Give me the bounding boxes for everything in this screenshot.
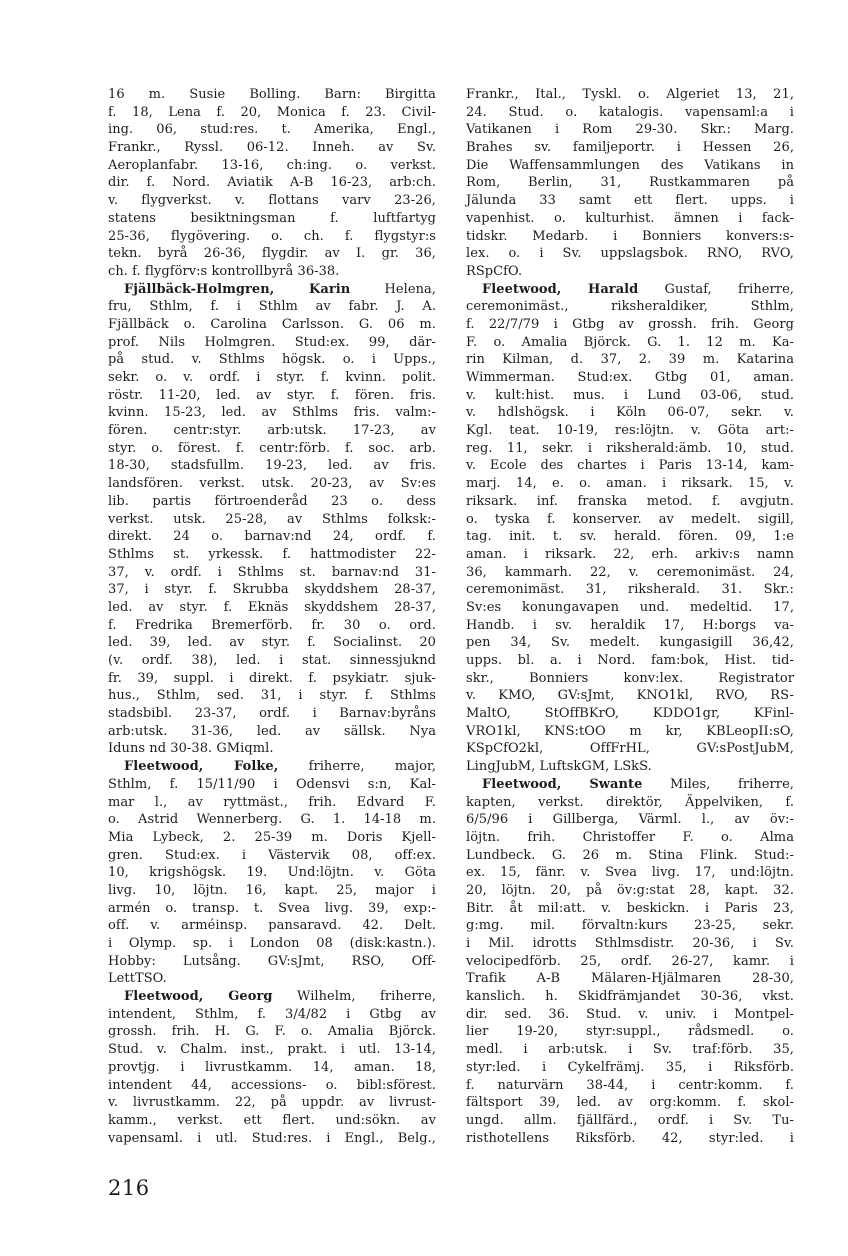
text-line (466, 634, 794, 652)
text-line (466, 917, 794, 935)
text-line (466, 652, 794, 670)
text-line (108, 404, 436, 422)
text-line (466, 404, 794, 422)
line-text: ex. 15, fänr. v. Svea livg. 17, und:löjtn. (466, 865, 794, 881)
text-line (108, 917, 436, 935)
text-line (108, 440, 436, 458)
text-line (108, 652, 436, 670)
line-text: o. Astrid Wennerberg. G. 1. 14-18 m. (108, 812, 436, 828)
text-line (108, 422, 436, 440)
text-line (466, 387, 794, 405)
text-line (466, 174, 794, 192)
line-text: Fjällbäck o. Carolina Carlsson. G. 06 m. (108, 316, 436, 332)
text-line (108, 705, 436, 723)
text-line (466, 953, 794, 971)
line-text: v. livrustkamm. 22, på uppdr. av livrust- (108, 1095, 436, 1111)
text-line (108, 670, 436, 688)
line-text: fru, Sthlm, f. i Sthlm av fabr. J. A. (108, 299, 436, 315)
text-line (466, 422, 794, 440)
line-text: Rom, Berlin, 31, Rustkammaren på (466, 175, 794, 191)
line-text: upps. bl. a. i Nord. fam:bok, Hist. tid- (466, 653, 794, 668)
text-line (466, 1130, 794, 1148)
text-line (108, 581, 436, 599)
text-line (466, 1023, 794, 1041)
entry-name: Fleetwood, Georg (124, 989, 273, 1005)
line-text: led. av styr. f. Eknäs skyddshem 28-37, (108, 599, 436, 615)
text-line (466, 1112, 794, 1130)
line-text: RSpCfO. (466, 263, 523, 279)
text-line (466, 1059, 794, 1077)
line-text: Frankr., Ital., Tyskl. o. Algeriet 13, 21, (466, 87, 794, 102)
line-text: rin Kilman, d. 37, 2. 39 m. Katarina (466, 352, 794, 368)
line-text: Wimmerman. Stud:ex. Gtbg 01, aman. (466, 370, 794, 385)
text-line (466, 210, 794, 228)
line-text: LingJubM, LuftskGM, LSkS. (466, 759, 652, 775)
text-line (108, 546, 436, 564)
text-line (466, 511, 794, 529)
line-text: (v. ordf. 38), led. i stat. sinnessjuknd (108, 653, 436, 668)
entry-name: Fleetwood, Swante (482, 776, 643, 792)
text-line (466, 599, 794, 617)
text-line (466, 882, 794, 900)
line-text: ceremonimäst. 31, riksherald. 31. Skr.: (466, 582, 794, 598)
text-line (466, 900, 794, 918)
line-text: MaltO, StOffBKrO, KDDO1gr, KFinl- (466, 706, 794, 722)
text-line (466, 687, 794, 705)
text-line (466, 723, 794, 741)
line-text: Vatikanen i Rom 29-30. Skr.: Marg. (466, 122, 794, 138)
line-text: led. 39, led. av styr. f. Socialinst. 20 (108, 635, 436, 651)
line-text: lier 19-20, styr:suppl., rådsmedl. o. (466, 1024, 794, 1040)
line-text: hus., Sthlm, sed. 31, i styr. f. Sthlms (108, 688, 436, 704)
line-text: intendent 44, accessions- o. bibl:sförest. (108, 1077, 436, 1093)
text-line (108, 1077, 436, 1095)
line-text: mar l., av ryttmäst., frih. Edvard F. (108, 794, 436, 810)
text-line (466, 528, 794, 546)
line-text: 37, i styr. f. Skrubba skyddshem 28-37, (108, 582, 436, 598)
line-text: 25-36, flygövering. o. ch. f. flygstyr:s (108, 228, 436, 244)
text-line (108, 387, 436, 405)
line-text: Handb. i sv. heraldik 17, H:borgs va- (466, 617, 794, 633)
text-line (108, 687, 436, 705)
line-text: kvinn. 15-23, led. av Sthlms fris. valm:- (108, 405, 436, 421)
text-line (466, 192, 794, 210)
line-text: vapensaml. i utl. Stud:res. i Engl., Belg., (108, 1130, 436, 1146)
entry-name: Fleetwood, Harald (482, 281, 639, 297)
line-text: ungd. allm. fjällfärd., ordf. i Sv. Tu- (466, 1112, 794, 1128)
text-line (466, 1041, 794, 1059)
line-text: reg. 11, sekr. i riksherald:ämb. 10, stud. (466, 440, 794, 456)
line-text: röstr. 11-20, led. av styr. f. fören. fris. (108, 387, 436, 403)
text-line (466, 440, 794, 458)
line-text: v. kult:hist. mus. i Lund 03-06, stud. (466, 387, 794, 403)
line-text: v. hdlshögsk. i Köln 06-07, sekr. v. (466, 405, 794, 421)
text-line (466, 546, 794, 564)
text-line (466, 245, 794, 263)
text-line (108, 1059, 436, 1077)
line-text: fr. 39, suppl. i direkt. f. psykiatr. sjuk- (108, 670, 436, 686)
text-line (466, 334, 794, 352)
text-line (108, 1112, 436, 1130)
line-text: f. 18, Lena f. 20, Monica f. 23. Civil- (108, 104, 436, 120)
line-text: risthotellens Riksförb. 42, styr:led. i (466, 1130, 794, 1146)
text-line (108, 457, 436, 475)
text-line (108, 1006, 436, 1024)
entry-name: Fjällbäck-Holmgren, Karin (124, 281, 351, 297)
text-line (108, 740, 436, 758)
text-line (108, 1094, 436, 1112)
line-text: g:mg. mil. förvaltn:kurs 23-25, sekr. (466, 918, 794, 934)
text-line (466, 475, 794, 493)
line-text: f. 22/7/79 i Gtbg av grossh. frih. Georg (466, 316, 794, 332)
text-line (466, 970, 794, 988)
text-line (108, 104, 436, 122)
line-text: f. naturvärn 38-44, i centr:komm. f. (466, 1077, 794, 1093)
line-text: Iduns nd 30-38. GMiqml. (108, 741, 274, 757)
text-line (108, 263, 436, 281)
line-text: armén o. transp. t. Svea livg. 39, exp:- (108, 900, 436, 916)
line-text: provtjg. i livrustkamm. 14, aman. 18, (108, 1059, 436, 1075)
text-line (108, 157, 436, 175)
text-line (108, 139, 436, 157)
line-text: v. KMO, GV:sJmt, KNO1kl, RVO, RS- (466, 688, 794, 704)
line-text: Die Waffensammlungen des Vatikans in (466, 157, 794, 173)
text-line (466, 811, 794, 829)
text-line (466, 935, 794, 953)
line-text: gren. Stud:ex. i Västervik 08, off:ex. (108, 847, 436, 863)
text-line (466, 121, 794, 139)
line-text: tekn. byrå 26-36, flygdir. av I. gr. 36, (108, 246, 436, 262)
line-text: ing. 06, stud:res. t. Amerika, Engl., (108, 122, 436, 138)
line-text: fältsport 39, led. av org:komm. f. skol- (466, 1095, 794, 1111)
line-text: Stud. v. Chalm. inst., prakt. i utl. 13-14, (108, 1042, 436, 1058)
text-line (108, 970, 436, 988)
text-line (108, 351, 436, 369)
text-line (108, 228, 436, 246)
text-line (466, 86, 794, 104)
text-line (108, 334, 436, 352)
text-line (466, 740, 794, 758)
text-line (466, 369, 794, 387)
line-text: medl. i arb:utsk. i Sv. traf:förb. 35, (466, 1042, 794, 1058)
line-text: pen 34, Sv. medelt. kungasigill 36,42, (466, 635, 794, 651)
line-text: LettTSO. (108, 971, 167, 987)
line-text: f. Fredrika Bremerförb. fr. 30 o. ord. (108, 617, 436, 633)
line-text: kapten, verkst. direktör, Äppelviken, f. (466, 794, 794, 810)
line-text: o. tyska f. konserver. av medelt. sigill, (466, 511, 794, 527)
text-line (466, 298, 794, 316)
line-text: 18-30, stadsfullm. 19-23, led. av fris. (108, 458, 436, 474)
text-line (108, 900, 436, 918)
line-text: off. v. arméinsp. pansaravd. 42. Delt. (108, 918, 436, 934)
line-text: Trafik A-B Mälaren-Hjälmaren 28-30, (466, 971, 794, 987)
line-text: statens besiktningsman f. luftfartyg (108, 210, 436, 226)
line-text: ceremonimäst., riksheraldiker, Sthlm, (466, 299, 794, 315)
line-text: fören. centr:styr. arb:utsk. 17-23, av (108, 423, 436, 439)
text-line (108, 829, 436, 847)
line-text: Wilhelm, friherre, (272, 989, 436, 1005)
line-text: i Olymp. sp. i London 08 (disk:kastn.). (108, 936, 436, 951)
line-text: velocipedförb. 25, ordf. 26-27, kamr. i (466, 953, 794, 969)
text-line (466, 670, 794, 688)
text-line (108, 475, 436, 493)
text-line (466, 864, 794, 882)
line-text: 10, krigshögsk. 19. Und:löjtn. v. Göta (108, 865, 436, 881)
text-line (466, 794, 794, 812)
line-text: riksark. inf. franska metod. f. avgjutn. (466, 493, 794, 509)
line-text: sekr. o. v. ordf. i styr. f. kvinn. polit. (108, 370, 436, 385)
line-text: v. flygverkst. v. flottans varv 23-26, (108, 193, 436, 209)
text-line (466, 1094, 794, 1112)
entry-heading-line (108, 281, 436, 299)
text-line (466, 847, 794, 865)
text-line (466, 617, 794, 635)
line-text: Mia Lybeck, 2. 25-39 m. Doris Kjell- (108, 829, 436, 845)
line-text: Sv:es konungavapen und. medeltid. 17, (466, 599, 794, 615)
text-line (466, 263, 794, 281)
text-line (466, 758, 794, 776)
line-text: Jälunda 33 samt ett flert. upps. i (466, 193, 794, 209)
line-text: livg. 10, löjtn. 16, kapt. 25, major i (108, 882, 436, 898)
text-line (466, 457, 794, 475)
line-text: på stud. v. Sthlms högsk. o. i Upps., (108, 352, 436, 368)
text-line (108, 776, 436, 794)
line-text: 20, löjtn. 20, på öv:g:stat 28, kapt. 32. (466, 882, 794, 898)
line-text: direkt. 24 o. barnav:nd 24, ordf. f. (108, 529, 436, 545)
text-line (108, 121, 436, 139)
line-text: styr. o. förest. f. centr:förb. f. soc. arb. (108, 440, 436, 456)
line-text: tidskr. Medarb. i Bonniers konvers:s- (466, 228, 794, 244)
line-text: kamm., verkst. ett flert. und:sökn. av (108, 1112, 436, 1128)
text-line (466, 139, 794, 157)
line-text: Sthlm, f. 15/11/90 i Odensvi s:n, Kal- (108, 776, 436, 792)
text-line (466, 581, 794, 599)
line-text: verkst. utsk. 25-28, av Sthlms folksk:- (108, 511, 436, 527)
line-text: ch. f. flygförv:s kontrollbyrå 36-38. (108, 263, 340, 279)
text-line (108, 847, 436, 865)
entry-heading-line (108, 758, 436, 776)
line-text: skr., Bonniers konv:lex. Registrator (466, 670, 794, 686)
line-text: VRO1kl, KNS:tOO m kr, KBLeopII:sO, (466, 723, 794, 739)
text-line (108, 811, 436, 829)
line-text: lex. o. i Sv. uppslagsbok. RNO, RVO, (466, 246, 794, 262)
text-line (108, 369, 436, 387)
line-text: 24. Stud. o. katalogis. vapensaml:a i (466, 104, 794, 120)
text-line (108, 528, 436, 546)
line-text: Helena, (350, 281, 436, 297)
text-line (466, 351, 794, 369)
line-text: Sthlms st. yrkessk. f. hattmodister 22- (108, 546, 436, 562)
text-line (466, 988, 794, 1006)
page-number: 216 (108, 1176, 150, 1200)
line-text: Kgl. teat. 10-19, res:löjtn. v. Göta art:- (466, 423, 794, 439)
text-line (108, 1041, 436, 1059)
text-line (466, 1006, 794, 1024)
text-line (466, 493, 794, 511)
line-text: stadsbibl. 23-37, ordf. i Barnav:byråns (108, 706, 436, 722)
text-line (108, 1130, 436, 1148)
line-text: 6/5/96 i Gillberga, Värml. l., av öv:- (466, 812, 794, 828)
text-line (108, 953, 436, 971)
text-line (108, 935, 436, 953)
text-line (466, 829, 794, 847)
line-text: vapenhist. o. kulturhist. ämnen i fack- (466, 210, 794, 226)
line-text: prof. Nils Holmgren. Stud:ex. 99, där- (108, 334, 436, 350)
text-line (466, 228, 794, 246)
text-line (108, 174, 436, 192)
line-text: landsfören. verkst. utsk. 20-23, av Sv:es (108, 476, 436, 492)
line-text: dir. sed. 36. Stud. v. univ. i Montpel- (466, 1006, 794, 1022)
line-text: lib. partis förtroenderåd 23 o. dess (108, 493, 436, 509)
line-text: KSpCfO2kl, OffFrHL, GV:sPostJubM, (466, 741, 794, 757)
line-text: dir. f. Nord. Aviatik A-B 16-23, arb:ch. (108, 175, 436, 191)
text-line (108, 493, 436, 511)
text-line (108, 245, 436, 263)
text-line (108, 192, 436, 210)
text-line (108, 634, 436, 652)
line-text: Miles, friherre, (642, 776, 794, 792)
text-line (466, 104, 794, 122)
text-line (108, 86, 436, 104)
text-line (466, 705, 794, 723)
line-text: Frankr., Ryssl. 06-12. Inneh. av Sv. (108, 140, 436, 156)
left-text-column (108, 86, 436, 1147)
line-text: v. Ecole des chartes i Paris 13-14, kam- (466, 458, 794, 474)
line-text: Hobby: Lutsång. GV:sJmt, RSO, Off- (108, 953, 436, 969)
text-line (466, 564, 794, 582)
line-text: 36, kammarh. 22, v. ceremonimäst. 24, (466, 564, 794, 580)
text-line (466, 157, 794, 175)
line-text: aman. i riksark. 22, erh. arkiv:s namn (466, 546, 794, 562)
line-text: styr:led. i Cykelfrämj. 35, i Riksförb. (466, 1059, 794, 1075)
line-text: i Mil. idrotts Sthlmsdistr. 20-36, i Sv. (466, 936, 794, 951)
line-text: 16 m. Susie Bolling. Barn: Birgitta (108, 87, 436, 102)
line-text: kanslich. h. Skidfrämjandet 30-36, vkst. (466, 989, 794, 1005)
text-line (108, 617, 436, 635)
line-text: 37, v. ordf. i Sthlms st. barnav:nd 31- (108, 564, 436, 580)
entry-heading-line (108, 988, 436, 1006)
line-text: Brahes sv. familjeportr. i Hessen 26, (466, 140, 794, 156)
text-line (108, 723, 436, 741)
text-line (108, 794, 436, 812)
line-text: Aeroplanfabr. 13-16, ch:ing. o. verkst. (108, 157, 436, 173)
entry-name: Fleetwood, Folke, (124, 759, 279, 775)
line-text: löjtn. frih. Christoffer F. o. Alma (466, 829, 794, 845)
line-text: friherre, major, (278, 759, 436, 775)
text-line (466, 316, 794, 334)
line-text: arb:utsk. 31-36, led. av sällsk. Nya (108, 723, 436, 739)
line-text: intendent, Sthlm, f. 3/4/82 i Gtbg av (108, 1006, 436, 1022)
line-text: Lundbeck. G. 26 m. Stina Flink. Stud:- (466, 847, 794, 863)
text-line (466, 1077, 794, 1095)
text-line (108, 599, 436, 617)
entry-heading-line (466, 281, 794, 299)
text-line (108, 864, 436, 882)
entry-heading-line (466, 776, 794, 794)
text-line (108, 210, 436, 228)
text-line (108, 316, 436, 334)
right-text-column (466, 86, 794, 1147)
line-text: grossh. frih. H. G. F. o. Amalia Björck. (108, 1024, 436, 1040)
text-line (108, 511, 436, 529)
line-text: tag. init. t. sv. herald. fören. 09, 1:e (466, 529, 794, 545)
line-text: marj. 14, e. o. aman. i riksark. 15, v. (466, 476, 794, 492)
line-text: F. o. Amalia Björck. G. 1. 12 m. Ka- (466, 334, 794, 350)
line-text: Bitr. åt mil:att. v. beskickn. i Paris 23, (466, 900, 794, 916)
text-line (108, 882, 436, 900)
text-line (108, 1023, 436, 1041)
text-line (108, 564, 436, 582)
text-line (108, 298, 436, 316)
line-text: Gustaf, friherre, (638, 281, 794, 297)
